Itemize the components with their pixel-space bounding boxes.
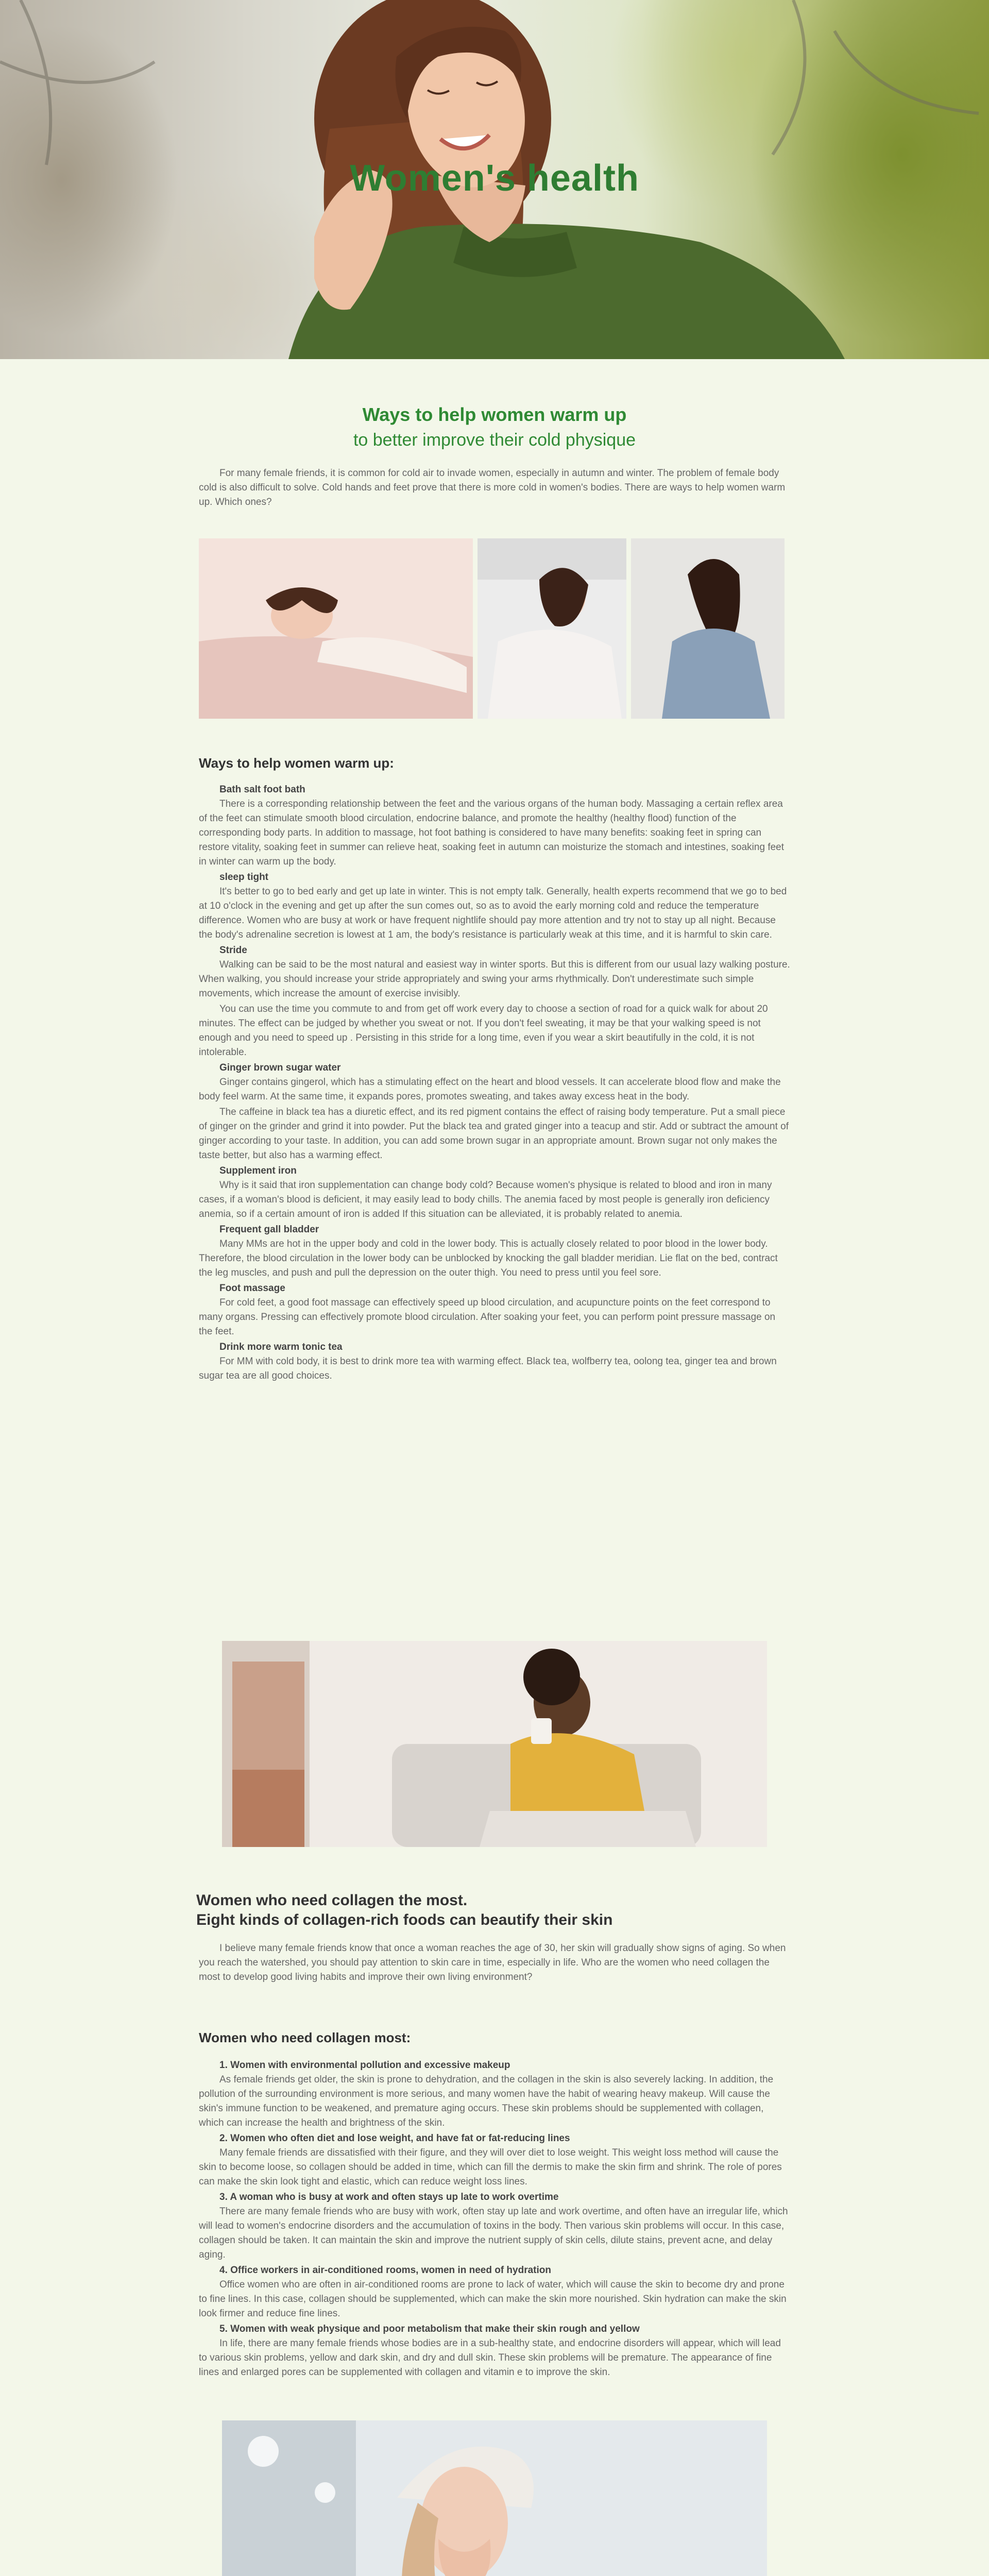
collagen-item-text: Many female friends are dissatisfied with their figure, and they will over diet to lose weight. This weight loss method will cause the skin to become loose, so collagen should be added in time, which can fill the dermis to make the skin firm and shrink. The role of pores can make the skin look tight and elastic, which can reduce weight loss lines. [199, 2147, 782, 2187]
collagen-item-text: There are many female friends who are busy with work, often stay up late and work overtime, and often have an irregular life, which will lead to women's endocrine disorders and the accumulation of toxins in the body. Then various skin problems will occur. In this case, collagen should be taken. It can maintain the skin and improve the nutrient supply of skin cells, dilute stains, prevent acne, and delay aging. [199, 2206, 788, 2260]
warm-up-item-title: Drink more warm tonic tea [219, 1342, 343, 1352]
collagen-item-title: 4. Office workers in air-conditioned rooms, women in need of hydration [219, 2265, 551, 2276]
collagen-item-title: 5. Women with weak physique and poor metabolism that make their skin rough and yellow [219, 2324, 640, 2334]
warm-up-item [199, 870, 791, 942]
collagen-item-text: Office women who are often in air-conditioned rooms are prone to lack of water, which will cause the skin to become dry and prone to fine lines. In this case, collagen should be supplemented, which can make the skin more nourished. Skin hydration can make the skin look firmer and reduce fine lines. [199, 2279, 787, 2319]
warm-up-item [199, 1340, 791, 1383]
hero-title: Women's health [350, 158, 639, 199]
collagen-title [196, 1891, 612, 1930]
collagen-item-title: 3. A woman who is busy at work and often stays up late to work overtime [219, 2192, 559, 2202]
hero-banner [0, 0, 989, 359]
warm-up-item-title: Stride [219, 945, 247, 956]
collagen-item-text: In life, there are many female friends whose bodies are in a sub-healthy state, and endocrine disorders will appear, which will lead to various skin problems, yellow and dark skin, and dry and dull skin. These skin problems will be premature. The appearance of fine lines and enlarged pores can be supplemented with collagen and vitamin e to improve the skin. [199, 2338, 781, 2378]
warm-up-item-text: Ginger contains gingerol, which has a stimulating effect on the heart and blood vessels. It can accelerate blood flow and make the body feel warm. At the same time, it expands pores, promotes sweating, and takes away excess heat in the body. [199, 1077, 781, 1102]
collagen-item [199, 2058, 791, 2130]
article-title-line1: Ways to help women warm up [362, 404, 627, 425]
warm-up-item-title: Supplement iron [219, 1165, 297, 1176]
collagen-item [199, 2322, 791, 2380]
woman-winter-hat-photo [222, 2420, 767, 2576]
article-title [0, 402, 989, 452]
collagen-list [199, 2058, 791, 2381]
warm-up-item-text: It's better to go to bed early and get up late in winter. This is not empty talk. Generally, health experts recommend that we go to bed at 10 o'clock in the evening and get up after the sun comes out, so as to avoid the early morning cold and reduce the temperature difference. Women who are busy at work or have frequent nightlife should pay more attention and try not to stay up all night. Because the body's adrenaline secretion is lowest at 1 am, the body's resistance is particularly weak at this time, and it is harmful to skin care. [199, 886, 787, 940]
warm-up-item-text: There is a corresponding relationship between the feet and the various organs of the human body. Massaging a certain reflex area of the feet can stimulate smooth blood circulation, endocrine balance, and promote the healthy (healthy flood) function of the corresponding body parts. In addition to massage, hot foot bathing is considered to have many benefits: soaking feet in spring can restore vitality, soaking feet in summer can relieve heat, soaking feet in autumn can moisturize the stomach and intestines, soaking feet in winter can warm up the body. [199, 799, 785, 867]
warm-up-item [199, 1223, 791, 1280]
collagen-heading: Women who need collagen most: [199, 2030, 411, 2045]
warm-up-item-title: Frequent gall bladder [219, 1224, 319, 1235]
warm-up-item [199, 1164, 791, 1222]
article-title-line2: to better improve their cold physique [353, 430, 636, 450]
warm-up-item [199, 1281, 791, 1339]
warm-up-item-text: Many MMs are hot in the upper body and cold in the lower body. This is actually closely related to poor blood in the lower body. Therefore, the blood circulation in the lower body can be unblocked by knocking the gall bladder meridian. Lie flat on the bed, contract the leg muscles, and push and pull the depression on the outer thigh. You need to press until you feel sore. [199, 1239, 778, 1278]
woman-drinking-tea-photo [222, 1641, 767, 1847]
collagen-title-line2: Eight kinds of collagen-rich foods can beautify their skin [196, 1911, 613, 1928]
warm-up-item-title: Bath salt foot bath [219, 784, 305, 795]
warm-up-item-text: For MM with cold body, it is best to drink more tea with warming effect. Black tea, wolfberry tea, oolong tea, ginger tea and brown sugar tea are all good choices. [199, 1356, 777, 1381]
collagen-item-title: 1. Women with environmental pollution and excessive makeup [219, 2060, 510, 2071]
collagen-item [199, 2190, 791, 2262]
woman-sitting-photo [631, 538, 785, 719]
warm-up-item-text: Walking can be said to be the most natural and easiest way in winter sports. But this is different from our usual lazy walking posture. When walking, you should increase your stride appropriately and swing your arms rhythmically. Don't underestimate such simple movements, which increase the amount of exercise invisibly. [199, 959, 790, 999]
warm-up-list [199, 783, 791, 1384]
warm-up-item-title: Ginger brown sugar water [219, 1062, 341, 1073]
warm-up-item [199, 783, 791, 869]
collagen-item [199, 2263, 791, 2321]
warm-up-heading: Ways to help women warm up: [199, 755, 394, 771]
warm-up-item-text: For cold feet, a good foot massage can effectively speed up blood circulation, and acupuncture points on the feet correspond to many organs. Pressing can effectively promote blood circulation. After soaking your feet, you can perform point pressure massage on the feet. [199, 1297, 776, 1337]
collagen-item-text: As female friends get older, the skin is prone to dehydration, and the collagen in the skin is also severely lacking. In addition, the pollution of the surrounding environment is more serious, and many women have the habit of wearing heavy makeup. Will cause the skin's immune function to be weakened, and premature aging occurs. These skin problems should be supplemented with collagen, which can increase the health and brightness of the skin. [199, 2074, 774, 2128]
warm-up-item-title: sleep tight [219, 872, 269, 883]
warm-up-item [199, 1061, 791, 1163]
woman-in-bed-photo [199, 538, 473, 719]
article-intro: For many female friends, it is common for cold air to invade women, especially in autumn and winter. The problem of female body cold is also difficult to solve. Cold hands and feet prove that there is more cold in women's bodies. There are ways to help women warm up. Which ones? [199, 468, 786, 507]
woman-with-blanket-photo [478, 538, 626, 719]
warm-up-item-text: You can use the time you commute to and from get off work every day to choose a section of road for a quick walk for about 20 minutes. The effect can be judged by whether you sweat or not. If you don't feel sweating, it may be that your walking speed is not enough and you need to speed up . Persisting in this stride for a long time, even if you wear a skirt beautifully in the cold, it is not intolerable. [199, 1004, 768, 1058]
collagen-item [199, 2131, 791, 2189]
warm-up-item-text: The caffeine in black tea has a diuretic effect, and its red pigment contains the effect of raising body temperature. Put a small piece of ginger on the grinder and grind it into powder. Put the black tea and grated ginger into a teacup and stir. Add or subtract the amount of ginger according to your taste. In addition, you can add some brown sugar in an appropriate amount. Brown sugar not only makes the taste better, but also has a warming effect. [199, 1107, 789, 1161]
collagen-title-line1: Women who need collagen the most. [196, 1892, 468, 1909]
warm-up-item-text: Why is it said that iron supplementation can change body cold? Because women's physique is related to blood and iron in many cases, if a woman's blood is deficient, it may easily lead to body chills. The anemia faced by most people is generally iron deficiency anemia, so if a certain amount of iron is added If this situation can be alleviated, it is probably related to anemia. [199, 1180, 772, 1219]
warm-up-item-title: Foot massage [219, 1283, 285, 1294]
collagen-item-title: 2. Women who often diet and lose weight, and have fat or fat-reducing lines [219, 2133, 570, 2144]
collagen-intro: I believe many female friends know that once a woman reaches the age of 30, her skin will gradually show signs of aging. So when you reach the watershed, you should pay attention to skin care in time, especially in life. Who are the women who need collagen the most to develop good living habits and improve their own living environment? [199, 1943, 786, 1982]
warm-up-item [199, 943, 791, 1060]
